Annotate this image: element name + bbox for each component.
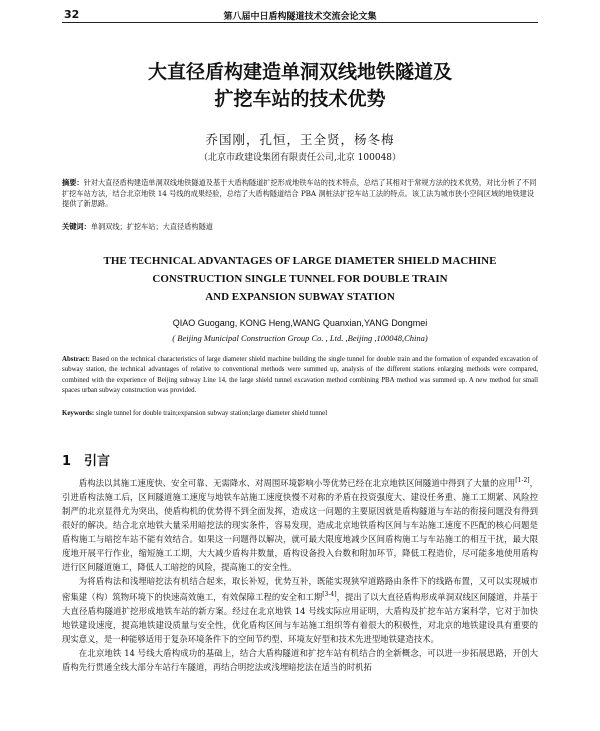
abstract-en bbox=[62, 355, 538, 397]
body-text bbox=[62, 474, 538, 674]
paragraph-1-text-a: 盾构法以其施工速度快、安全可靠、无需降水、对周围环境影响小等优势已经在北京地铁区间隧道中得到了大量的应用 bbox=[78, 477, 516, 488]
section-number: 1 bbox=[62, 454, 72, 469]
abstract-cn-text: 针对大直径盾构建造单洞双线地铁隧道及基于大盾构隧道扩挖形成地铁车站的技术特点，总结了其相对于常规方法的技术优势，对比分析了不同扩挖车站方法，结合北京地铁 14 号线的成果经验，总结了大盾构隧道结合 PBA 洞桩法扩挖车站工法的特点。该工法为城市狭小空间区域的地铁建设提供了新思路。 bbox=[62, 178, 537, 209]
title-cn-line2: 扩挖车站的技术优势 bbox=[214, 88, 386, 110]
abstract-cn bbox=[62, 178, 538, 210]
affiliation-cn: （北京市政建设集团有限责任公司,北京 100048） bbox=[198, 153, 402, 163]
section-title: 引言 bbox=[84, 454, 111, 469]
title-en-line2: CONSTRUCTION SINGLE TUNNEL FOR DOUBLE TRAIN bbox=[152, 273, 448, 285]
keywords-en-label: Keywords: bbox=[62, 410, 95, 417]
header-rule bbox=[62, 22, 538, 23]
paragraph-1-text-b: ，引进盾构法施工后，区间隧道施工速度与地铁车站施工速度快慢不对称的矛盾在投资强度大、建设任务重、施工工期紧、风险控制严的北京显得尤为突出，使盾构机的优势得不到全面发挥，造成这一问题的主要原因就是盾构隧道与车站的衔接问题没有得到很好的解决。结合北京地铁大量采用暗挖法的现实条件，容易发现，造成北京地铁盾构区间与车站施工速度不匹配的核心问题是盾构施工与暗挖车站不能有效结合。如果这一问题得以解决，就可最大限度地减少区间盾构施工与车站施工的相互干扰，最大限度地开展平行作业，缩短施工工期，大大减少盾构井数量，盾构设备投入台数和附加环节，降低工程造价，尽可能多地使用盾构进行区间隧道施工，降低人工暗挖的风险，提高施工的安全性。 bbox=[62, 477, 539, 572]
running-header bbox=[0, 0, 600, 26]
abstract-en-label: Abstract: bbox=[62, 356, 90, 363]
paragraph-2 bbox=[62, 574, 538, 646]
conference-title: 第八届中日盾构隧道技术交流会论文集 bbox=[223, 12, 377, 22]
title-en bbox=[0, 252, 600, 306]
keywords-cn-label: 关键词： bbox=[62, 222, 91, 231]
paragraph-3: 在北京地铁 14 号线大盾构成功的基础上，结合大盾构隧道和扩挖车站有机结合的全新概念，可以进一步拓展思路，开创大盾构先行贯通全线大部分车站行车隧道，再结合明挖法或浅埋暗挖法在适当的时机拓 bbox=[62, 647, 538, 672]
keywords-cn-text: 单洞双线；扩挖车站；大直径盾构隧道 bbox=[90, 222, 213, 231]
citation-3-4: [3-4] bbox=[322, 590, 337, 598]
title-cn-line1: 大直径盾构建造单洞双线地铁隧道及 bbox=[147, 61, 452, 83]
keywords-cn bbox=[62, 222, 538, 232]
citation-1-2: [1-2] bbox=[515, 477, 530, 484]
abstract-en-text: Based on the technical characteristics of large diameter shield machine building the single tunnel for double train and the formation of expanded excavation of subway station, the technical advantages of relative to conventional methods were summed up, analysis of the different stations enlarging methods were compared, combined with the experience of Beijing subway Line 14, the large shield tunnel excavation method combining PBA method was summed up. A new method for small spaces urban subway construction was provided. bbox=[62, 356, 538, 395]
title-en-line1: THE TECHNICAL ADVANTAGES OF LARGE DIAMETER SHIELD MACHINE bbox=[103, 255, 497, 267]
keywords-en bbox=[62, 409, 538, 419]
paragraph-2-text-a: 为将盾构法和浅埋暗挖法有机结合起来，取长补短，优势互补，既能实现狭窄道路路由条件下的线路布置，又可以实现城市密集建（构）筑物环境下的快速高效施工，有效保障工程的安全和工期 bbox=[62, 575, 538, 602]
authors-en: QIAO Guogang, KONG Heng,WANG Quanxian,YANG Dongmei bbox=[172, 318, 428, 328]
authors-cn: 乔国刚，孔恒，王全贤，杨冬梅 bbox=[205, 132, 395, 147]
abstract-cn-label: 摘要： bbox=[62, 178, 84, 187]
section-heading-introduction bbox=[62, 450, 110, 469]
title-en-line3: AND EXPANSION SUBWAY STATION bbox=[205, 291, 395, 303]
keywords-en-text: single tunnel for double train;expansion subway station;large diameter shield tunnel bbox=[94, 410, 328, 417]
paragraph-2-text-b: ，提出了以大直径盾构形成单洞双线区间隧道，并基于大直径盾构隧道扩挖形成地铁车站的新方案。经过在北京地铁 14 号线实际应用证明，大盾构及扩挖车站方案科学，它对于加快地铁建设速度，提高地铁建设质量与安全性，优化盾构区间与车站施工组织等有着很大的积极性，对北京的地铁建设具有重要的现实意义，是一种能够适用于复杂环境条件下的空间节约型、环境友好型和技术先进型地铁建造技术。 bbox=[62, 591, 539, 644]
page-number: 32 bbox=[64, 8, 80, 21]
paragraph-1 bbox=[62, 474, 538, 574]
affiliation-en: ( Beijing Municipal Construction Group Co. , Ltd. ,Beijing ,100048,China) bbox=[172, 333, 428, 343]
